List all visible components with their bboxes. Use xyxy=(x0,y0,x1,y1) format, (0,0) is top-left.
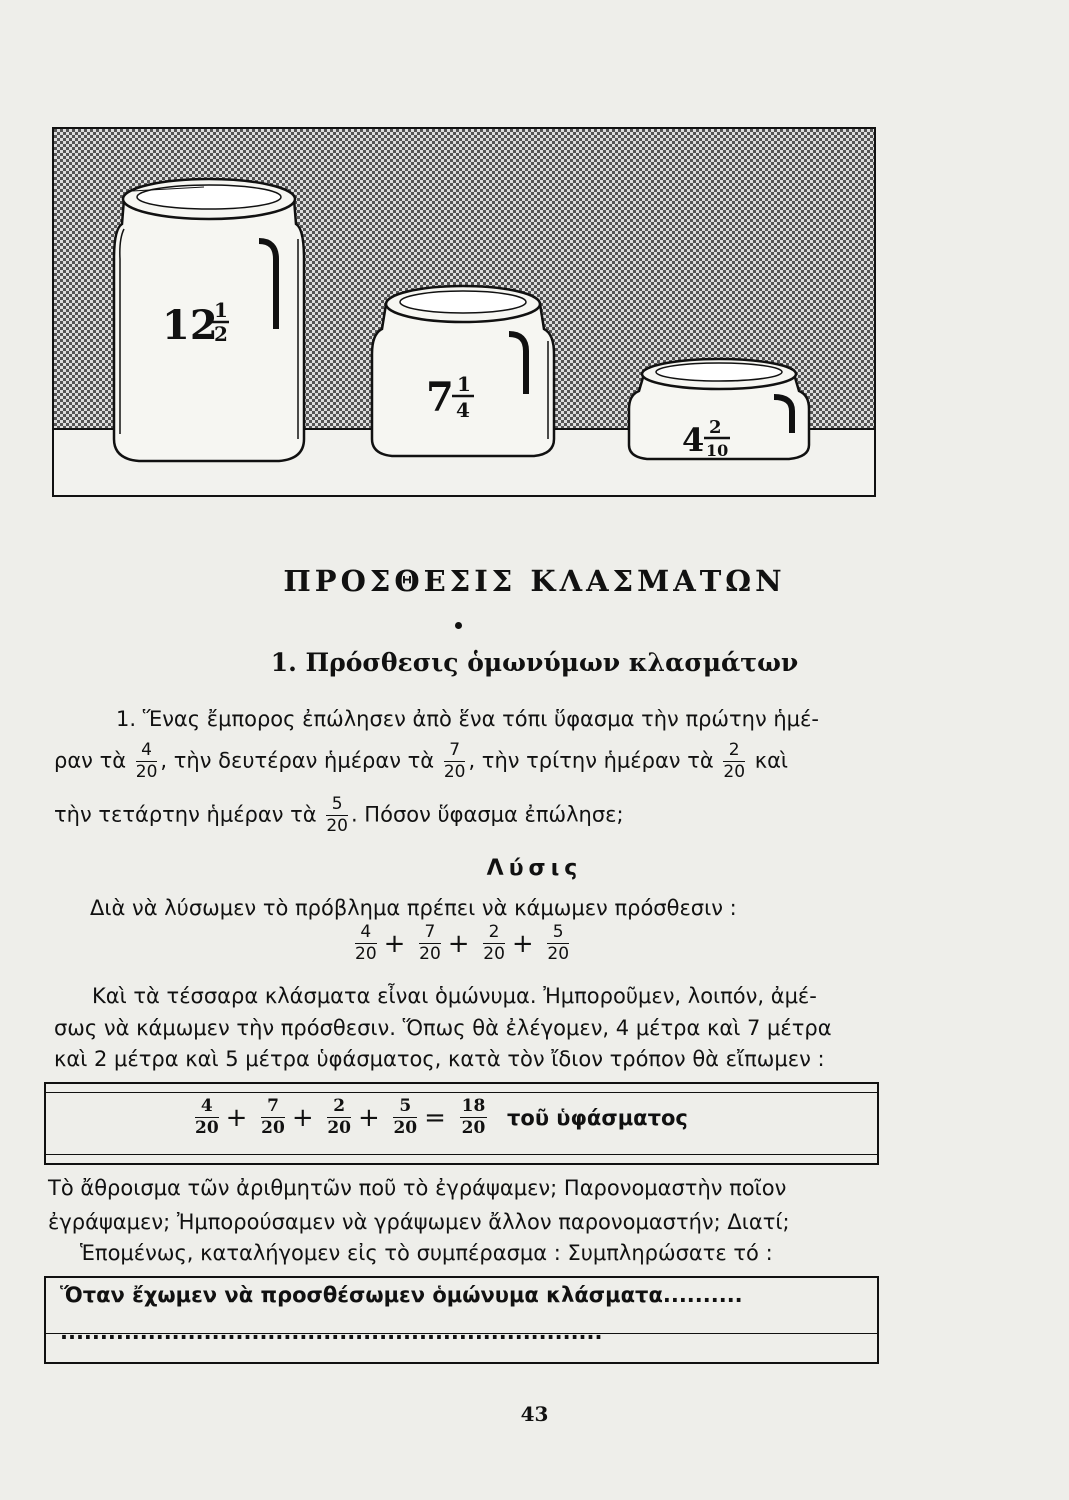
solution-para-2: σως νὰ κάμωμεν τὴν πρόσθεσιν. Ὅπως θὰ ἐλέγομεν, 4 μέτρα καὶ 7 μέτρα xyxy=(54,1016,832,1040)
fraction-2-20: $\frac{2}{20}$ xyxy=(723,740,746,782)
problem-line-2d: καὶ xyxy=(754,748,789,773)
solution-heading: Λύσις xyxy=(486,856,583,881)
jar2-den: 4 xyxy=(456,398,470,422)
solution-line-1: Διὰ νὰ λύσωμεν τὸ πρόβλημα πρέπει νὰ κάμωμεν πρόσθεσιν : xyxy=(90,896,737,920)
fraction-7-20: $\frac{7}{20}$ xyxy=(443,740,466,782)
jar2-num: 1 xyxy=(457,372,471,396)
result-text: τοῦ ὑφάσματος xyxy=(506,1105,688,1130)
page-number: 43 xyxy=(520,1402,549,1426)
questions-line-1: Τὸ ἄθροισμα τῶν ἀριθμητῶν ποῦ τὸ ἐγράψαμεν; Παρονομαστὴν ποῖον xyxy=(48,1176,787,1200)
jar2-whole: 7 xyxy=(426,374,454,421)
jar-medium xyxy=(372,286,554,456)
solution-para-1: Καὶ τὰ τέσσαρα κλάσματα εἶναι ὁμώνυμα. Ἠμποροῦμεν, λοιπόν, ἀμέ- xyxy=(92,984,817,1008)
jars-illustration xyxy=(52,127,876,497)
jar1-num: 1 xyxy=(214,298,228,322)
solution-para-3: καὶ 2 μέτρα καὶ 5 μέτρα ὑφάσματος, κατὰ τὸν ἴδιον τρόπον θὰ εἴπωμεν : xyxy=(54,1047,825,1071)
problem-line-2 xyxy=(54,742,788,781)
conclusion-line-1: Ὅταν ἔχωμεν νὰ προσθέσωμεν ὁμώνυμα κλάσματα.......... xyxy=(60,1283,743,1307)
questions-line-2: ἐγράψαμεν; Ἠμπορούσαμεν νὰ γράψωμεν ἄλλον παρονομαστήν; Διατί; xyxy=(48,1210,790,1234)
questions-line-3: Ἑπομένως, καταλήγομεν εἰς τὸ συμπέρασμα : Συμπληρώσατε τό : xyxy=(80,1241,773,1265)
problem-line-1: 1. Ἕνας ἔμπορος ἐπώλησεν ἀπὸ ἕνα τόπι ὕφασμα τὴν πρώτην ἡμέ- xyxy=(116,707,819,731)
jar1-den: 2 xyxy=(214,322,228,346)
jar3-whole: 4 xyxy=(682,421,705,459)
problem-line-3 xyxy=(54,796,624,835)
result-fraction: $\frac{18}{20}$ xyxy=(461,1096,486,1138)
fraction-5-20: $\frac{5}{20}$ xyxy=(326,794,348,836)
section-subtitle: 1. Πρόσθεσις ὁμωνύμων κλασμάτων xyxy=(270,648,799,677)
problem-line-3a: τὴν τετάρτην ἡμέραν τὰ xyxy=(54,802,317,827)
page-title: ΠΡΟΣΘΕΣΙΣ ΚΛΑΣΜΑΤΩΝ xyxy=(283,564,786,598)
jar1-whole: 12 xyxy=(162,302,218,349)
conclusion-line-2: .................................................................... xyxy=(60,1320,603,1344)
jar3-den: 10 xyxy=(706,441,729,460)
result-equation: $\frac{4}{20}$ + $\frac{7}{20}$ + $\frac{2}{20}$ + $\frac{5}{20}$ = $\frac{18}{20}$ τοῦ ὑφάσματος xyxy=(195,1096,688,1138)
problem-line-3b: . Πόσον ὕφασμα ἐπώλησε; xyxy=(350,802,624,827)
title-dot xyxy=(455,622,462,629)
problem-line-2b: , τὴν δευτέραν ἡμέραν τὰ xyxy=(160,748,435,773)
sum-expression: $\frac{4}{20}$ + $\frac{7}{20}$ + $\frac{2}{20}$ + $\frac{5}{20}$ xyxy=(355,922,570,964)
problem-line-2c: , τὴν τρίτην ἡμέραν τὰ xyxy=(468,748,714,773)
fraction-4-20: $\frac{4}{20}$ xyxy=(135,740,158,782)
jar3-num: 2 xyxy=(709,417,722,438)
problem-line-2a: ραν τὰ xyxy=(54,748,127,773)
